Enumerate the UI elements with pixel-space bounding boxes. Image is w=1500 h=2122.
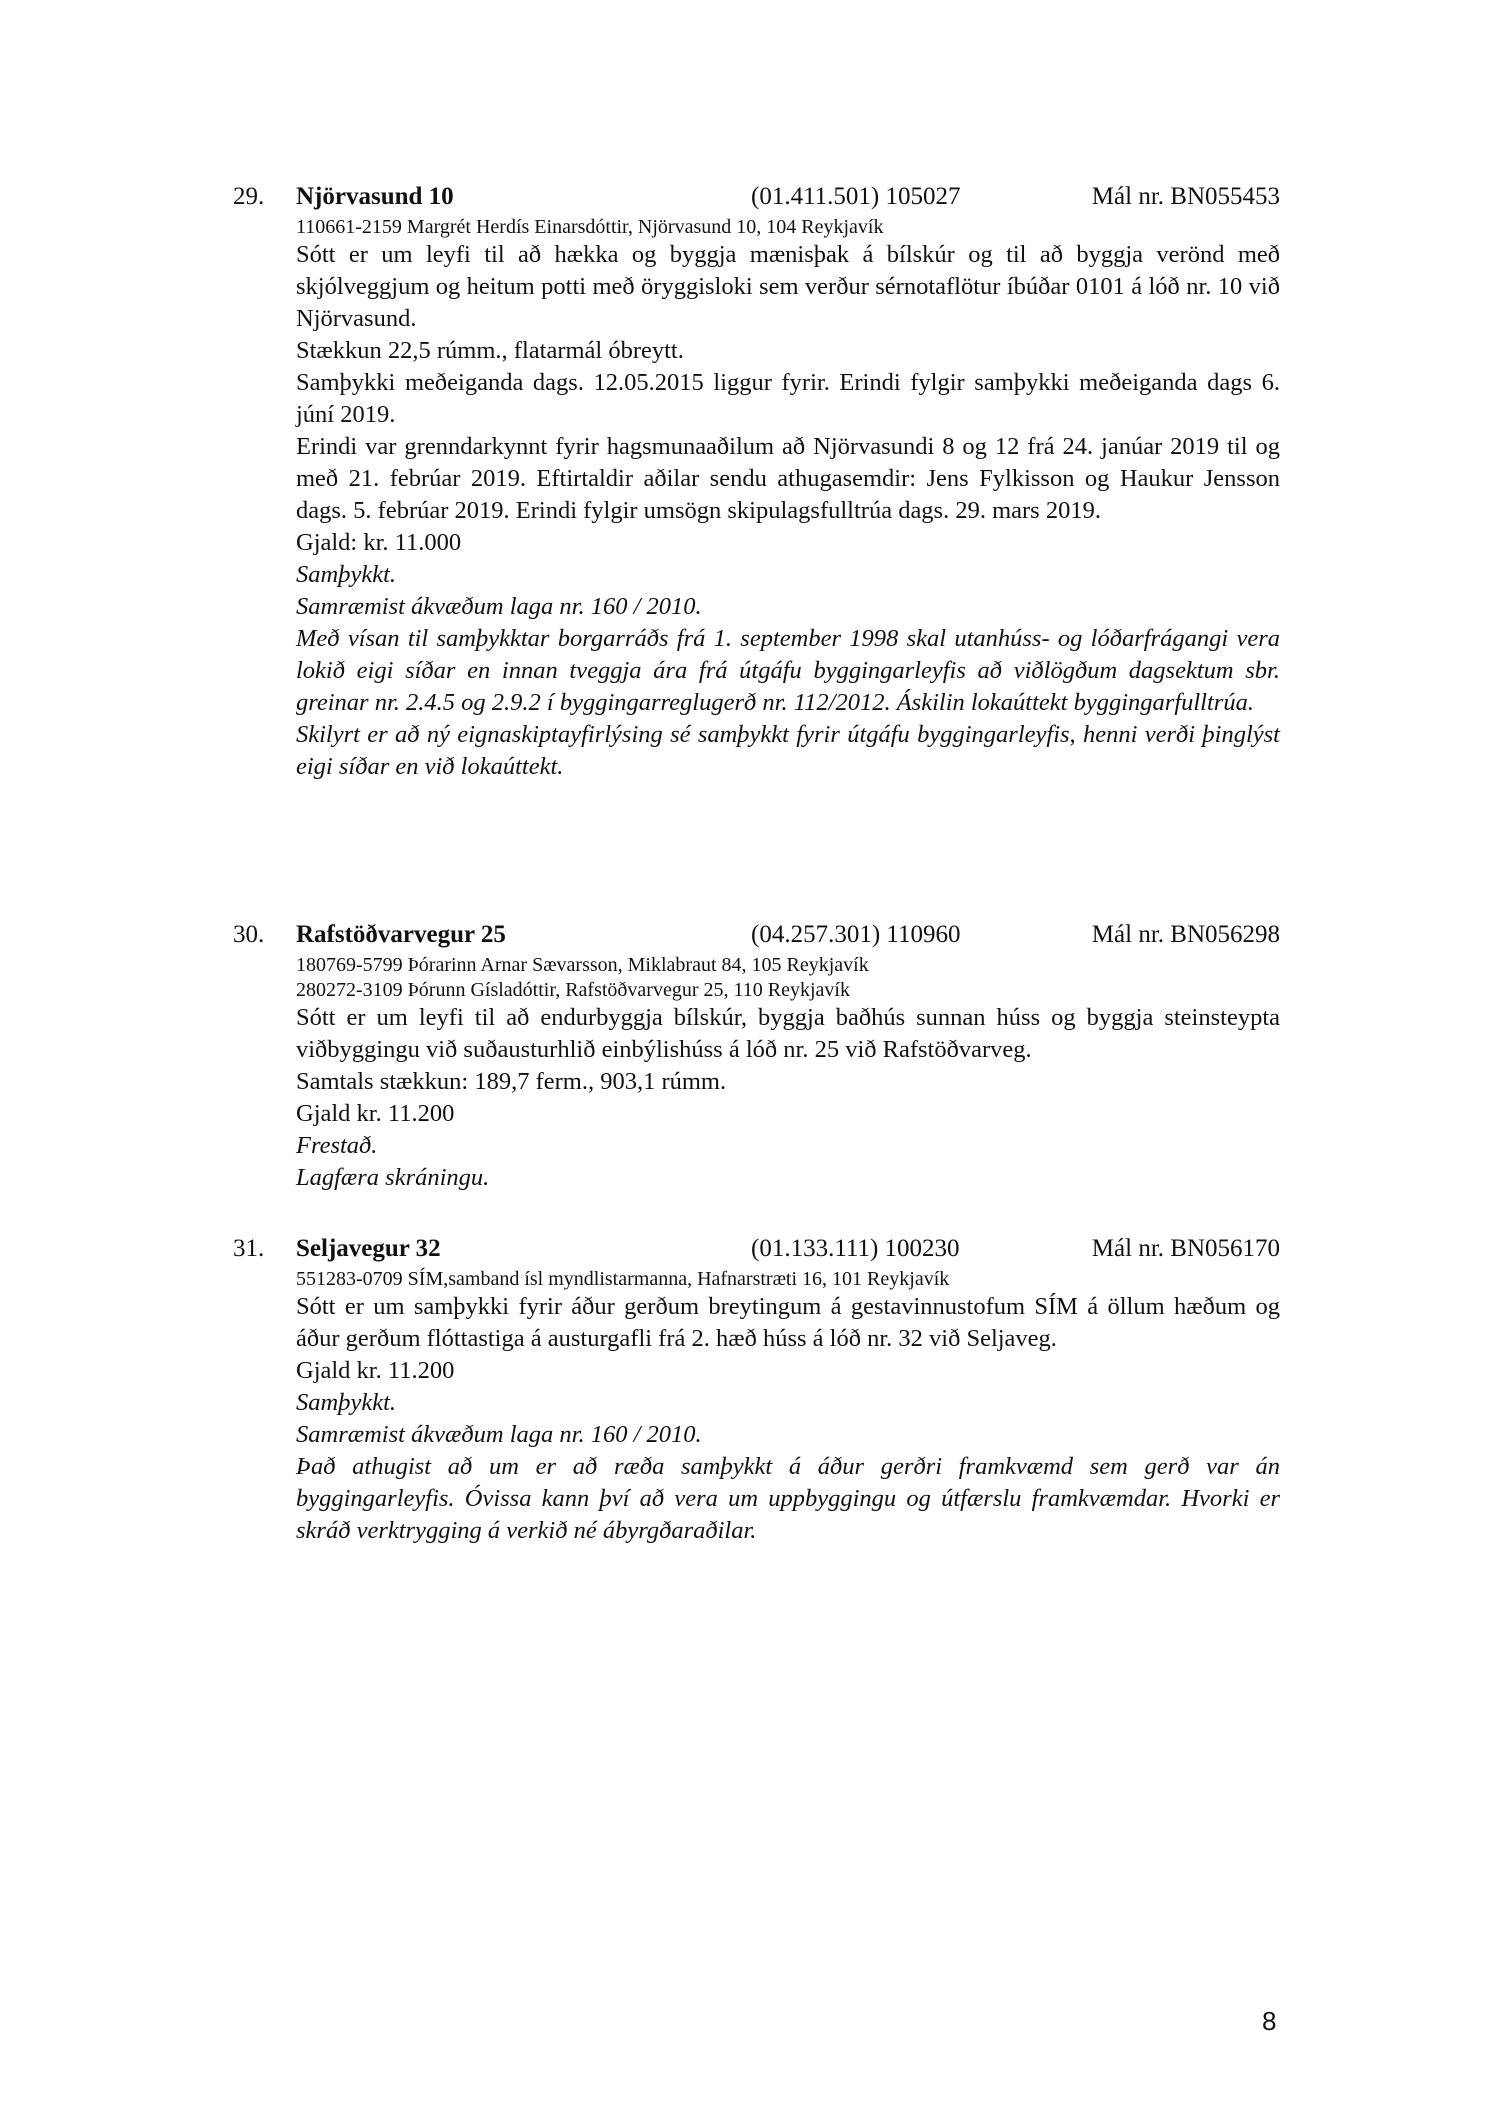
description-paragraph: Sótt er um samþykki fyrir áður gerðum breytingum á gestavinnustofum SÍM á öllum hæðum og áður gerðum flóttastiga á austurgafli frá 2. hæð húss á lóð nr. 32 við Seljaveg.: [296, 1293, 1280, 1352]
size-change: Samtals stækkun: 189,7 ferm., 903,1 rúmm.: [296, 1068, 727, 1095]
decision-condition: Skilyrt er að ný eignaskiptayfirlýsing sé samþykkt fyrir útgáfu byggingarleyfis, henni verði þinglýst eigi síðar en við lokaúttekt.: [296, 721, 1280, 780]
agenda-item-30: [233, 918, 1280, 1194]
decision-law: Samræmist ákvæðum laga nr. 160 / 2010.: [296, 1421, 702, 1448]
decision-result: Samþykkt.: [296, 561, 396, 588]
item-case-number: Mál nr. BN056298: [1091, 921, 1280, 948]
item-case-number: Mál nr. BN055453: [1091, 183, 1280, 210]
fee: Gjald kr. 11.200: [296, 1357, 455, 1384]
item-address: Njörvasund 10: [296, 183, 454, 210]
fee: Gjald: kr. 11.000: [296, 529, 462, 556]
decision-law: Samræmist ákvæðum laga nr. 160 / 2010.: [296, 593, 702, 620]
owner-line: 110661-2159 Margrét Herdís Einarsdóttir, Njörvasund 10, 104 Reykjavík: [296, 216, 884, 238]
item-header: [233, 180, 1280, 214]
decision-condition: Með vísan til samþykktar borgarráðs frá 1. september 1998 skal utanhúss- og lóðarfrágangi vera lokið eigi síðar en innan tveggja ára frá útgáfu byggingarleyfis að viðlögðum dagsektum sbr. greinar nr. 2.4.5 og 2.9.2 í byggingarreglugerð nr. 112/2012. Áskilin lokaúttekt byggingarfulltrúa.: [296, 625, 1280, 716]
page-number: 8: [1262, 2006, 1277, 2036]
owner-line: 280272-3109 Þórunn Gísladóttir, Rafstöðvarvegur 25, 110 Reykjavík: [296, 979, 850, 1001]
item-body: [296, 215, 1280, 783]
decision-note: Það athugist að um er að ræða samþykkt á áður gerðri framkvæmd sem gerð var án byggingarleyfis. Óvissa kann því að vera um uppbyggingu og útfærslu framkvæmdar. Hvorki er skráð verktrygging á verkið né ábyrgðaraðilar.: [296, 1453, 1280, 1544]
size-change: Stækkun 22,5 rúmm., flatarmál óbreytt.: [296, 337, 684, 364]
item-address: Rafstöðvarvegur 25: [296, 921, 506, 948]
item-body: [296, 1267, 1280, 1547]
neighbour-notice-paragraph: Erindi var grenndarkynnt fyrir hagsmunaaðilum að Njörvasundi 8 og 12 frá 24. janúar 2019 til og með 21. febrúar 2019. Eftirtaldir aðilar sendu athugasemdir: Jens Fylkisson og Haukur Jensson dags. 5. febrúar 2019. Erindi fylgir umsögn skipulagsfulltrúa dags. 29. mars 2019.: [296, 433, 1280, 524]
item-header: [233, 1232, 1280, 1266]
consent-paragraph: Samþykki meðeiganda dags. 12.05.2015 liggur fyrir. Erindi fylgir samþykki meðeiganda dags 6. júní 2019.: [296, 369, 1280, 428]
agenda-item-31: [233, 1232, 1280, 1547]
description-paragraph: Sótt er um leyfi til að hækka og byggja mænisþak á bílskúr og til að byggja verönd með skjólveggjum og heitum potti með öryggisloki sem verður sérnotaflötur íbúðar 0101 á lóð nr. 10 við Njörvasund.: [296, 241, 1280, 332]
item-case-number: Mál nr. BN056170: [1091, 1235, 1280, 1262]
item-address: Seljavegur 32: [296, 1235, 441, 1262]
item-number: 30.: [233, 921, 265, 948]
item-lot-number: (04.257.301) 110960: [751, 921, 961, 948]
item-number: 29.: [233, 183, 265, 210]
owner-line: 180769-5799 Þórarinn Arnar Sævarsson, Miklabraut 84, 105 Reykjavík: [296, 954, 869, 976]
item-body: [296, 953, 1280, 1194]
decision-result: Frestað.: [296, 1132, 378, 1159]
owner-line: 551283-0709 SÍM,samband ísl myndlistarmanna, Hafnarstræti 16, 101 Reykjavík: [296, 1268, 950, 1290]
item-lot-number: (01.133.111) 100230: [751, 1235, 960, 1262]
item-number: 31.: [233, 1235, 265, 1262]
decision-result: Samþykkt.: [296, 1389, 396, 1416]
fee: Gjald kr. 11.200: [296, 1100, 455, 1127]
item-header: [233, 918, 1280, 952]
agenda-item-29: [233, 180, 1280, 783]
item-lot-number: (01.411.501) 105027: [751, 183, 961, 210]
description-paragraph: Sótt er um leyfi til að endurbyggja bílskúr, byggja baðhús sunnan húss og byggja steinsteypta viðbyggingu við suðausturhlið einbýlishúss á lóð nr. 25 við Rafstöðvarveg.: [296, 1004, 1280, 1063]
decision-note: Lagfæra skráningu.: [296, 1164, 490, 1191]
